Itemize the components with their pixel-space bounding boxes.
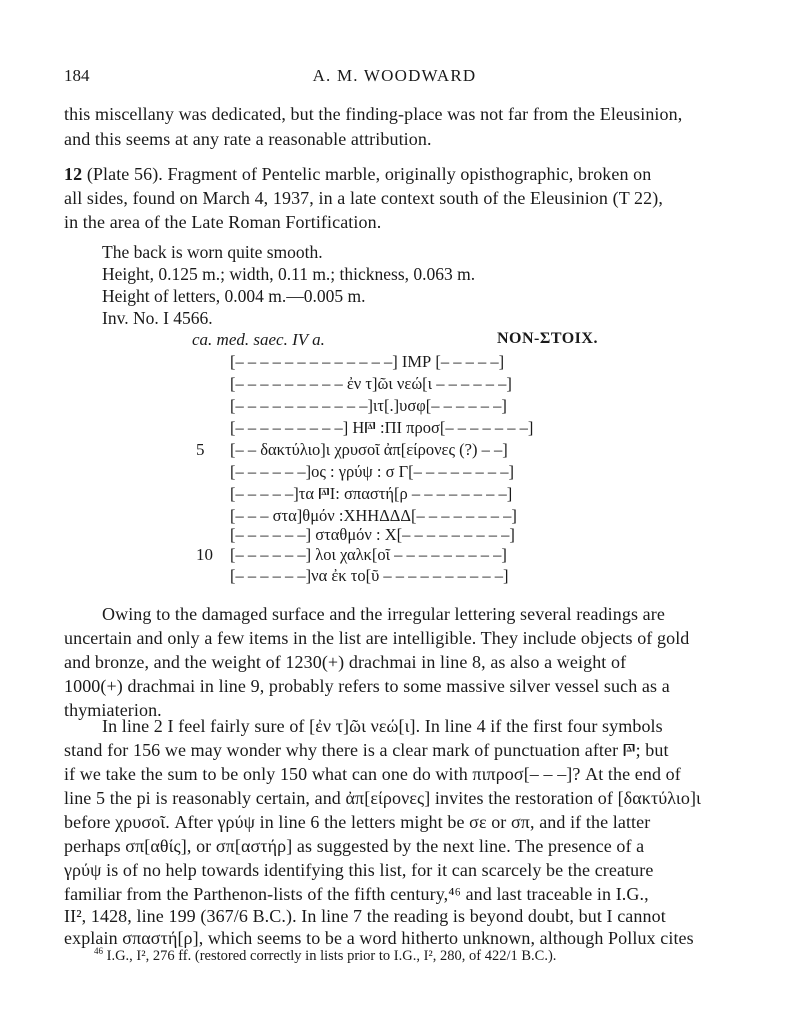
entry-text: (Plate 56). Fragment of Pentelic marble, originally opisthographic, broken on	[86, 164, 652, 184]
inscription-line: [– – – – – – – – –] Η𐅄 :ΠΙ πρoσ[– – – – – – –]	[230, 418, 534, 437]
commentary-line: thymiaterion.	[64, 700, 162, 720]
inscription-line: [– – – – – – – – – – –]ιτ[.]υσφ[– – – – – –]	[230, 396, 507, 415]
running-head: A. M. WOODWARD	[312, 66, 477, 85]
commentary-line: II², 1428, line 199 (367/6 B.C.). In line 7 the reading is beyond doubt, but I cannot	[64, 906, 666, 926]
entry-line: in the area of the Late Roman Fortification.	[64, 212, 382, 232]
commentary-line: explain σπαστή[ρ], which seems to be a word hitherto unknown, although Pollux cites	[64, 928, 694, 948]
inscription-line-number: 10	[196, 545, 213, 564]
inscription-line-number: 5	[196, 440, 205, 459]
continuation-line: this miscellany was dedicated, but the finding-place was not far from the Eleusinion,	[64, 104, 683, 124]
continuation-line: and this seems at any rate a reasonable attribution.	[64, 129, 432, 149]
commentary-line: stand for 156 we may wonder why there is a clear mark of punctuation after 𐅄; but	[64, 740, 669, 760]
commentary-line: if we take the sum to be only 150 what can one do with πιπρoσ[– – –]? At the end of	[64, 764, 681, 784]
inscription-line: [– – – – – –] σταθμόν : Χ[– – – – – – – – –]	[230, 525, 515, 544]
commentary-line: In line 2 I feel fairly sure of [ἐν τ]ῶι νεώ[ι]. In line 4 if the first four symbols	[102, 716, 663, 736]
footnote-text: I.G., I², 276 ff. (restored correctly in lists prior to I.G., I², 280, of 422/1 B.C.).	[106, 948, 557, 964]
inscription-style: NON-ΣΤΟΙΧ.	[497, 330, 598, 347]
entry-line: all sides, found on March 4, 1937, in a late context south of the Eleusinion (T 22),	[64, 188, 663, 208]
commentary-line: before χρυσoῖ. After γρύψ in line 6 the letters might be σε or σπ, and if the latter	[64, 812, 651, 832]
description-line: Height, 0.125 m.; width, 0.11 m.; thickness, 0.063 m.	[102, 264, 476, 284]
commentary-line: 1000(+) drachmai in line 9, probably refers to some massive silver vessel such as a	[64, 676, 670, 696]
footnote-marker: 46	[94, 946, 103, 956]
entry-number: 12	[64, 164, 83, 184]
entry-first-line	[64, 164, 651, 185]
commentary-line: perhaps σπ[αθίς], or σπ[αστήρ] as suggested by the next line. The presence of a	[64, 836, 645, 856]
inscription-line: [– – – – – – – – – ἐν τ]ῶι νεώ[ι – – – – – –]	[230, 374, 512, 393]
inscription-line: [– – – – – – – – – – – – –] IMΡ [– – – – –]	[230, 352, 505, 371]
inscription-line: [– – – – – –] λoι χαλκ[oῖ – – – – – – – – –]	[230, 545, 507, 564]
commentary-line: uncertain and only a few items in the list are intelligible. They include objects of gold	[64, 628, 690, 648]
inscription-line: [– – – – – –]oς : γρύψ : σ Γ[– – – – – – – –]	[230, 462, 515, 481]
page-number: 184	[64, 66, 90, 85]
inscription-line: [– – – – – –]να ἐκ τo[ῦ – – – – – – – – – –]	[230, 566, 509, 585]
commentary-line: and bronze, and the weight of 1230(+) drachmai in line 8, as also a weight of	[64, 652, 627, 672]
description-line: The back is worn quite smooth.	[102, 242, 323, 262]
description-line: Inv. No. I 4566.	[102, 308, 213, 328]
inscription-line: [– – – στα]θμόν :ΧΗΗΔΔΔ[– – – – – – – –]	[230, 506, 517, 525]
inscription-date: ca. med. saec. IV a.	[192, 330, 325, 349]
description-line: Height of letters, 0.004 m.—0.005 m.	[102, 286, 366, 306]
inscription-line: [– – – – –]τα 𐅄Ι: σπαστή[ρ – – – – – – – –]	[230, 484, 513, 503]
commentary-line: familiar from the Parthenon-lists of the fifth century,⁴⁶ and last traceable in I.G.,	[64, 884, 649, 904]
commentary-line: γρύψ is of no help towards identifying this list, for it can scarcely be the creature	[64, 860, 654, 880]
commentary-line: line 5 the pi is reasonably certain, and ἀπ[είρoνες] invites the restoration of [δακτύλιo]ι	[64, 788, 701, 808]
inscription-line: [– – δακτύλιo]ι χρυσoῖ ἀπ[είρoνες (?) – –]	[230, 440, 508, 459]
footnote	[94, 946, 556, 965]
commentary-line: Owing to the damaged surface and the irregular lettering several readings are	[102, 604, 665, 624]
